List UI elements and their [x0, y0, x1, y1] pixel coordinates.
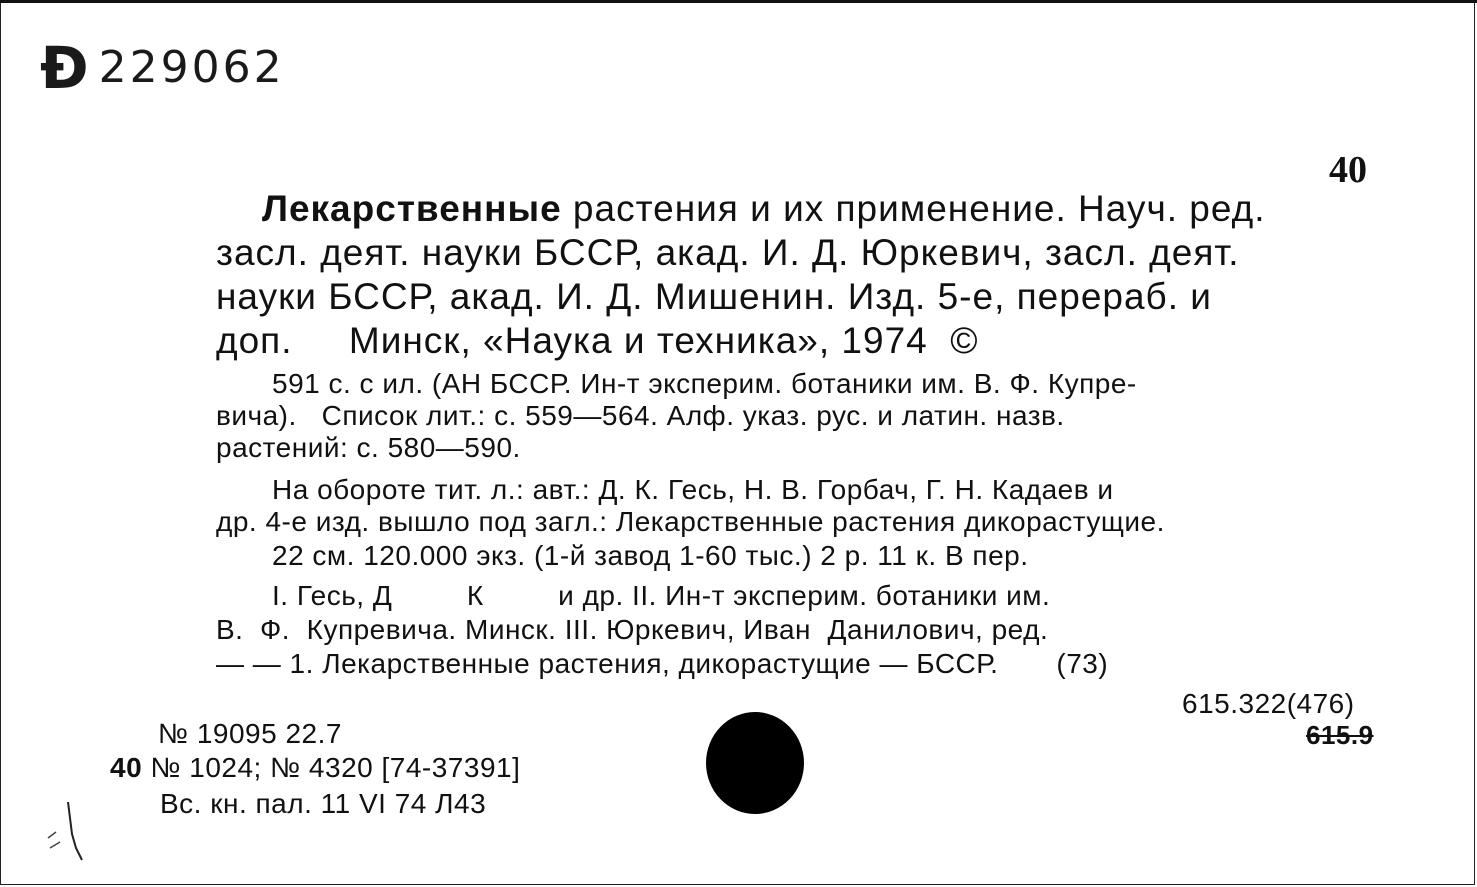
footer-line-1: № 19095 22.7: [158, 718, 342, 749]
desc-line-6: 22 см. 120.000 экз. (1-й завод 1-60 тыс.) 2 р. 11 к. В пер.: [272, 540, 1029, 571]
inventory-number: 229062: [98, 42, 285, 93]
desc-line-4: На обороте тит. л.: авт.: Д. К. Гесь, Н. В. Горбач, Г. Н. Кадаев и: [272, 474, 1114, 505]
pencil-mark-icon: [40, 798, 100, 868]
desc-line-2: вича). Список лит.: с. 559—564. Алф. указ. рус. и латин. назв.: [216, 400, 1065, 431]
footer-line-2: [110, 752, 520, 784]
punch-hole: [706, 712, 804, 814]
desc-line-3: растений: с. 580—590.: [216, 432, 521, 463]
stamp-mark: Ð: [40, 34, 89, 102]
title-line-2: засл. деят. науки БССР, акад. И. Д. Юркевич, засл. деят.: [216, 232, 1240, 273]
footer-order-numbers: № 1024; № 4320 [74-37391]: [150, 752, 521, 783]
title-lead-word: Лекарственные: [262, 188, 562, 229]
shelf-number: 40: [1329, 149, 1367, 191]
title-line-1: [262, 188, 1382, 230]
desc-line-8: В. Ф. Купревича. Минск. III. Юркевич, Иван Данилович, ред.: [216, 614, 1049, 645]
title-line-4: доп. Минск, «Наука и техника», 1974 ©: [216, 320, 979, 361]
title-line-3: науки БССР, акад. И. Д. Мишенин. Изд. 5-е, перераб. и: [216, 276, 1212, 317]
desc-line-7: I. Гесь, Д К и др. II. Ин-т эксперим. ботаники им.: [272, 580, 1051, 611]
card-header: [40, 34, 285, 102]
title-rest: растения и их применение. Науч. ред.: [561, 188, 1266, 229]
desc-line-9: — — 1. Лекарственные растения, дикорастущие — БССР. (73): [216, 648, 1109, 679]
card-top-edge: [0, 0, 1477, 3]
desc-line-5: др. 4-е изд. вышло под загл.: Лекарственные растения дикорастущие.: [216, 506, 1165, 537]
desc-line-1: 591 с. с ил. (АН БССР. Ин-т эксперим. ботаники им. В. Ф. Купре-: [272, 368, 1137, 399]
udc-crossed-out: 615.9: [1306, 720, 1374, 750]
footer-shelf-prefix: 40: [110, 752, 143, 783]
footer-line-3: Вс. кн. пал. 11 VI 74 Л43: [160, 788, 487, 819]
udc-classification: 615.322(476): [1182, 688, 1355, 719]
